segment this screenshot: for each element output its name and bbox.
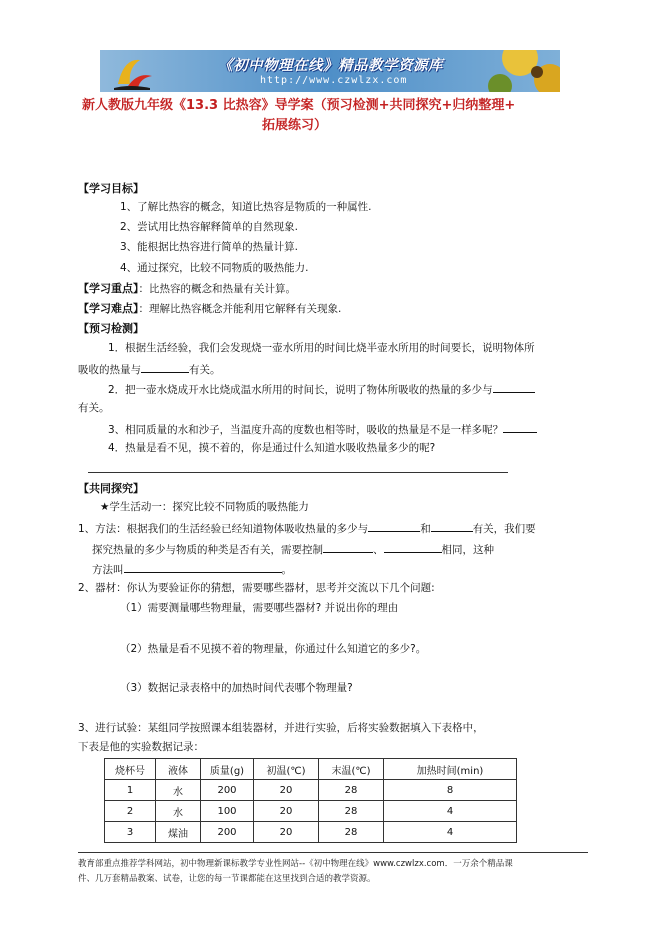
footer-line1: 教育部重点推荐学科网站，初中物理新课标教学专业性网站--《初中物理在线》www.czwlzx.com．一万余个精品课	[78, 859, 513, 869]
table-cell: 3	[105, 822, 156, 843]
key-point-line	[78, 281, 296, 297]
table-cell: 20	[254, 822, 319, 843]
table-cell: 煤油	[156, 822, 201, 843]
method-line3	[92, 561, 292, 578]
preview-q1-line2	[78, 361, 221, 378]
method-separator: 、	[373, 544, 384, 556]
answer-blank[interactable]	[124, 561, 282, 573]
banner-title: 《初中物理在线》精品教学资源库	[218, 57, 443, 74]
table-header-row	[105, 759, 517, 780]
table-header-cell: 质量(g)	[201, 759, 254, 780]
table-cell: 200	[201, 822, 254, 843]
explore-heading: 【共同探究】	[78, 482, 144, 495]
table-cell: 28	[319, 822, 384, 843]
table-header-cell: 液体	[156, 759, 201, 780]
difficulty-line	[78, 301, 341, 317]
method-line1	[78, 520, 536, 537]
divider-line	[88, 472, 508, 473]
experiment-line1: 3、进行试验：某组同学按照课本组装器材，并进行实验，后将实验数据填入下表格中，	[78, 722, 484, 734]
table-cell: 2	[105, 801, 156, 822]
banner-url: http://www.czwlzx.com	[260, 75, 408, 86]
method-text: 相同，这种	[441, 544, 494, 556]
preview-q1-line1: 1．根据生活经验，我们会发现烧一壶水所用的时间比烧半壶水所用的时间要长，说明物体所	[108, 342, 535, 354]
preview-q1-suffix: 有关。	[189, 364, 221, 376]
key-point-label: 【学习重点】	[78, 282, 139, 295]
table-cell: 20	[254, 780, 319, 801]
difficulty-text: ：理解比热容概念并能利用它解释有关现象.	[138, 303, 342, 315]
method-text: 有关，我们要	[472, 523, 536, 535]
document-title-line1: 新人教版九年级《13.3 比热容》导学案（预习检测+共同探究+归纳整理+	[82, 98, 516, 113]
table-cell: 100	[201, 801, 254, 822]
key-point-text: ：比热容的概念和热量有关计算。	[138, 283, 296, 295]
table-header-cell: 加热时间(min)	[384, 759, 517, 780]
site-logo-icon	[110, 54, 156, 90]
preview-q3	[108, 421, 537, 438]
goal-item: 3、能根据比热容进行简单的热量计算.	[120, 241, 299, 253]
footer-divider	[78, 852, 588, 853]
equipment-q1: （1）需要测量哪些物理量，需要哪些器材? 并说出你的理由	[120, 602, 399, 614]
method-end: 。	[281, 564, 292, 576]
answer-blank[interactable]	[384, 541, 442, 553]
answer-blank[interactable]	[493, 381, 535, 393]
equipment-line: 2、器材：你认为要验证你的猜想，需要哪些器材，思考并交流以下几个问题:	[78, 582, 435, 594]
preview-q4: 4．热量是看不见，摸不着的，你是通过什么知道水吸收热量多少的呢?	[108, 442, 436, 454]
method-text: 1、方法：根据我们的生活经验已经知道物体吸收热量的多少与	[78, 523, 369, 535]
goals-heading: 【学习目标】	[78, 182, 144, 195]
site-banner	[100, 50, 560, 92]
preview-heading: 【预习检测】	[78, 322, 144, 335]
preview-q1-prefix: 吸收的热量与	[78, 364, 141, 376]
method-and: 和	[420, 523, 431, 535]
table-cell: 28	[319, 801, 384, 822]
table-header-cell: 末温(℃)	[319, 759, 384, 780]
table-cell: 水	[156, 801, 201, 822]
answer-blank[interactable]	[503, 421, 537, 433]
experiment-data-table	[104, 758, 517, 843]
table-row	[105, 801, 517, 822]
method-line2	[92, 541, 494, 558]
table-header-cell: 烧杯号	[105, 759, 156, 780]
document-title-line2: 拓展练习）	[262, 118, 328, 133]
table-row	[105, 780, 517, 801]
answer-blank[interactable]	[368, 520, 420, 532]
preview-q2-line2: 有关。	[78, 402, 110, 414]
method-text: 探究热量的多少与物质的种类是否有关，需要控制	[92, 544, 323, 556]
equipment-q2: （2）热量是看不见摸不着的物理量，你通过什么知道它的多少?。	[120, 643, 427, 655]
goal-item: 1、了解比热容的概念，知道比热容是物质的一种属性.	[120, 201, 372, 213]
table-cell: 28	[319, 780, 384, 801]
table-row	[105, 822, 517, 843]
method-text: 方法叫	[92, 564, 124, 576]
equipment-q3: （3）数据记录表格中的加热时间代表哪个物理量?	[120, 682, 353, 694]
goal-item: 2、尝试用比热容解释简单的自然现象.	[120, 221, 299, 233]
activity-title: ★学生活动一：探究比较不同物质的吸热能力	[100, 501, 309, 513]
preview-q3-text: 3、相同质量的水和沙子，当温度升高的度数也相等时，吸收的热量是不是一样多呢？	[108, 424, 504, 436]
table-cell: 4	[384, 822, 517, 843]
goal-item: 4、通过探究，比较不同物质的吸热能力.	[120, 262, 309, 274]
answer-blank[interactable]	[323, 541, 373, 553]
table-cell: 8	[384, 780, 517, 801]
footer-line2: 件、几万套精品教案、试卷，让您的每一节课都能在这里找到合适的教学资源。	[78, 874, 376, 884]
preview-q2-line1	[108, 381, 535, 398]
table-cell: 20	[254, 801, 319, 822]
table-header-cell: 初温(℃)	[254, 759, 319, 780]
difficulty-label: 【学习难点】	[78, 302, 139, 315]
answer-blank[interactable]	[141, 361, 189, 373]
answer-blank[interactable]	[431, 520, 473, 532]
table-cell: 200	[201, 780, 254, 801]
table-cell: 水	[156, 780, 201, 801]
table-cell: 4	[384, 801, 517, 822]
preview-q2-text: 2．把一壶水烧成开水比烧成温水所用的时间长，说明了物体所吸收的热量的多少与	[108, 384, 493, 396]
table-cell: 1	[105, 780, 156, 801]
experiment-line2: 下表是他的实验数据记录：	[78, 741, 204, 753]
